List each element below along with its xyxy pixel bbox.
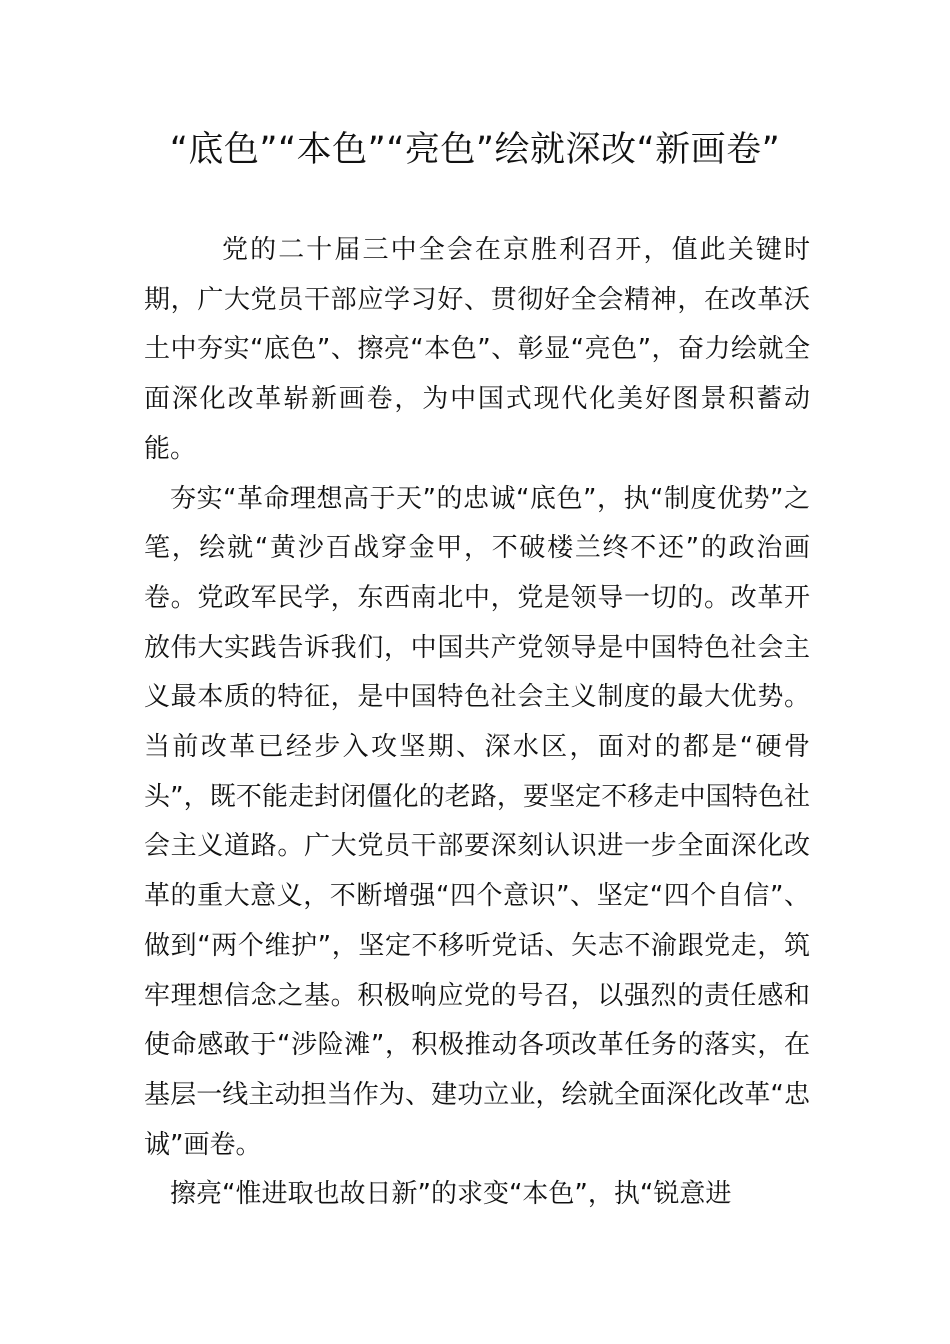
paragraph-reform: 擦亮“惟进取也故日新”的求变“本色”，执“锐意进 xyxy=(170,1179,732,1210)
paragraph-intro: 党的二十届三中全会在京胜利召开，值此关键时期，广大党员干部应学习好、贯彻好全会精神，在改革沃土中夯实“底色”、擦亮“本色”、彰显“亮色”，奋力绘就全面深化改革崭新画卷，为中国式现代化美好图景积蓄动能。 xyxy=(144,235,810,464)
document-body xyxy=(144,226,810,1220)
paragraph-loyalty: 夯实“革命理想高于天”的忠诚“底色”，执“制度优势”之笔，绘就“黄沙百战穿金甲，不破楼兰终不还”的政治画卷。党政军民学，东西南北中，党是领导一切的。改革开放伟大实践告诉我们，中国共产党领导是中国特色社会主义最本质的特征，是中国特色社会主义制度的最大优势。当前改革已经步入攻坚期、深水区，面对的都是“硬骨头”，既不能走封闭僵化的老路，要坚定不移走中国特色社会主义道路。广大党员干部要深刻认识进一步全面深化改革的重大意义，不断增强“四个意识”、坚定“四个自信”、做到“两个维护”，坚定不移听党话、矢志不渝跟党走，筑牢理想信念之基。积极响应党的号召，以强烈的责任感和使命感敢于“涉险滩”，积极推动各项改革任务的落实，在基层一线主动担当作为、建功立业，绘就全面深化改革“忠诚”画卷。 xyxy=(144,483,810,1160)
document-title: “底色”“本色”“亮色”绘就深改“新画卷” xyxy=(169,130,781,170)
